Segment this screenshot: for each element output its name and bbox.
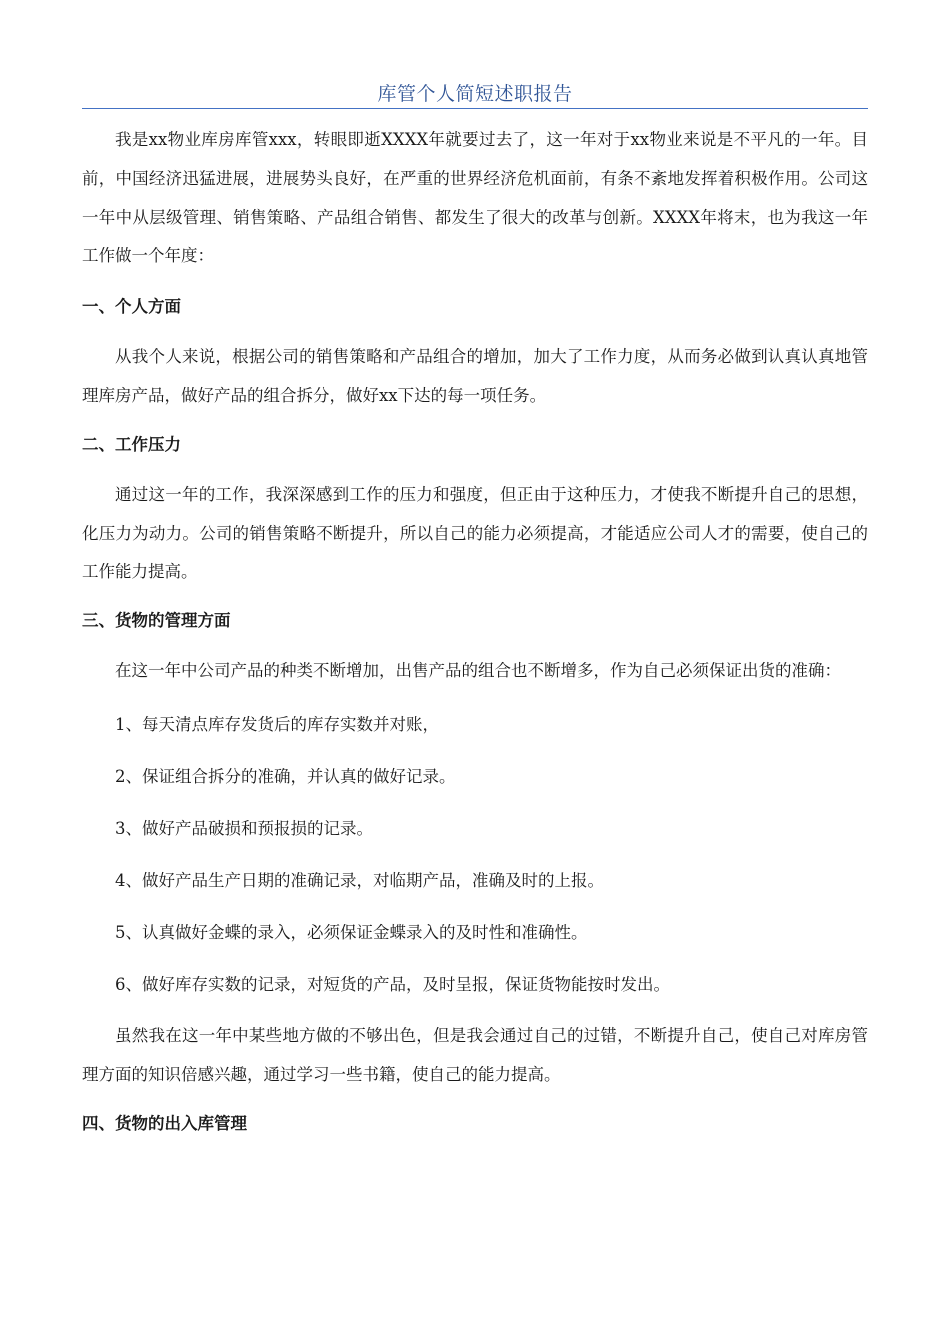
document-title: 库管个人简短述职报告 [377, 83, 573, 105]
section-heading-pressure: 二、工作压力 [82, 434, 181, 454]
intro-paragraph: 我是xx物业库房库管xxx，转眼即逝XXXX年就要过去了，这一年对于xx物业来说是不平凡的一年。目前，中国经济迅猛进展，进展势头良好，在严重的世界经济危机面前，有条不紊地发挥着积极作用。公司这一年中从层级管理、销售策略、产品组合销售、都发生了很大的改革与创新。XXXX年将末，也为我这一年工作做一个年度： [82, 130, 868, 266]
document-body [82, 121, 868, 1155]
section-paragraph-goods-management: 在这一年中公司产品的种类不断增加，出售产品的组合也不断增多，作为自己必须保证出货的准确： [115, 661, 841, 681]
section-heading-personal: 一、个人方面 [82, 297, 181, 317]
list-item: 5、认真做好金蝶的录入，必须保证金蝶录入的及时性和准确性。 [115, 922, 588, 942]
header-divider [82, 108, 868, 109]
list-item: 6、做好库存实数的记录，对短货的产品，及时呈报，保证货物能按时发出。 [115, 974, 670, 994]
list-item: 1、每天清点库存发货后的库存实数并对账， [115, 714, 439, 734]
section-heading-goods-management: 三、货物的管理方面 [82, 611, 231, 631]
section-heading-inbound-outbound: 四、货物的出入库管理 [82, 1113, 247, 1133]
list-item: 2、保证组合拆分的准确，并认真的做好记录。 [115, 766, 456, 786]
section-paragraph-pressure: 通过这一年的工作，我深深感到工作的压力和强度，但正由于这种压力，才使我不断提升自己的思想，化压力为动力。公司的销售策略不断提升，所以自己的能力必须提高，才能适应公司人才的需要，使自己的工作能力提高。 [82, 484, 868, 582]
list-item: 3、做好产品破损和预报损的记录。 [115, 818, 373, 838]
list-item: 4、做好产品生产日期的准确记录，对临期产品，准确及时的上报。 [115, 870, 604, 890]
section-closing-paragraph: 虽然我在这一年中某些地方做的不够出色，但是我会通过自己的过错，不断提升自己，使自己对库房管理方面的知识倍感兴趣，通过学习一些书籍，使自己的能力提高。 [82, 1025, 868, 1084]
section-paragraph-personal: 从我个人来说，根据公司的销售策略和产品组合的增加，加大了工作力度，从而务必做到认真认真地管理库房产品，做好产品的组合拆分，做好xx下达的每一项任务。 [82, 347, 868, 405]
